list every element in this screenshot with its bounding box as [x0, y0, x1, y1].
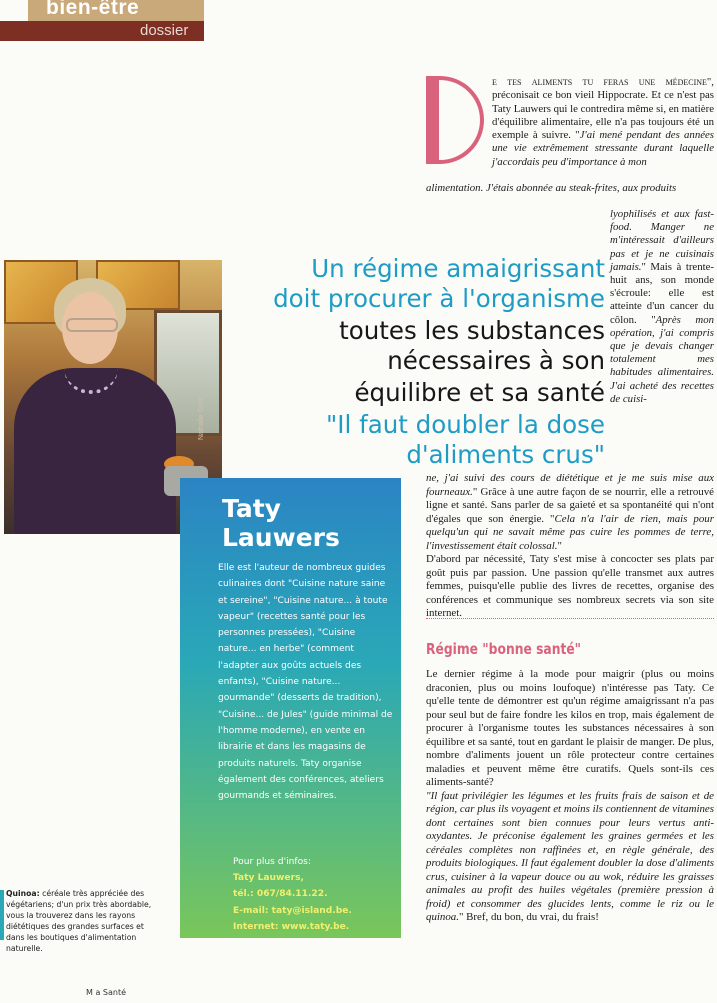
pullquote-line6: "Il faut doubler la dose: [326, 410, 605, 439]
body-p1-end: ": [557, 539, 562, 552]
quinoa-text: céréale très appréciée des végétariens; d'un prix très abordable, vous la trouverez dans les rayons diététiques des grandes surfaces et dans les boutiques d'alimentation naturelle.: [6, 889, 152, 953]
narrow-column: [610, 208, 714, 406]
narrow-quote: lyophilisés et aux fast-food. Manger ne m'intéressait d'ailleurs pas et je ne cuisinais jamais.: [610, 208, 714, 273]
body-p4-end: " Bref, du bon, du vrai, du frais!: [458, 911, 599, 923]
contact-email[interactable]: E-mail: taty@island.be.: [233, 905, 352, 916]
dropcap-d: [426, 76, 484, 164]
photo-credit: Nathalie Gros: [198, 397, 205, 440]
pullquote-line4: nécessaires à son: [387, 346, 605, 375]
sidebar-title-line1: Taty: [222, 494, 281, 523]
page-footer: M a Santé: [86, 988, 126, 997]
pullquote-line3: toutes les substances: [339, 316, 605, 345]
sidebar-contact: [233, 854, 398, 935]
section-subhead: Régime "bonne santé": [426, 640, 582, 658]
quinoa-accent-bar: [0, 890, 4, 940]
body-paragraph-4: [426, 790, 714, 925]
section-category: dossier: [140, 22, 189, 39]
sidebar-title: [222, 494, 340, 552]
quinoa-label: Quinoa:: [6, 889, 40, 898]
sidebar-info-label: Pour plus d'infos:: [233, 857, 311, 867]
body-p1-italic: ne, j'ai suivi des cours de diététique et je me suis mise aux fourneaux.: [426, 472, 714, 498]
contact-website[interactable]: Internet: www.taty.be.: [233, 921, 350, 932]
section-title: bien-être: [46, 0, 140, 19]
body-p1-rest: " Grâce à une autre façon de se nourrir, elle a retrouvé ligne et santé. Sans parler de sa gaieté et sa spontanéité qui n'ont d'égales que son énergie. ": [426, 485, 714, 525]
body-p1-quote: Cela n'a l'air de rien, mais pour quelqu'un qui ne savait même pas cuire les pommes de terre, l'investissement était colossal.: [426, 512, 714, 552]
pullquote-line2: doit procurer à l'organisme: [273, 284, 605, 313]
intro-paragraph-cont: [426, 182, 714, 195]
body-column-lower: [426, 668, 714, 925]
intro-paragraph: [492, 76, 714, 169]
quinoa-caption: [6, 889, 156, 954]
intro-quote1: J'ai mené pendant des années une vie extrêmement stressante durant laquelle j'accordais peu d'importance à mon: [492, 129, 714, 168]
narrow-quote2: Après mon opération, j'ai compris que je devais changer totalement mes habitudes alimentaires. J'ai acheté des recettes de cuisi-: [610, 313, 714, 405]
pullquote-line1: Un régime amaigrissant: [311, 254, 605, 283]
body-p4-quote: "Il faut privilégier les légumes et les fruits frais de saison et de région, car plus ils voyagent et moins ils contiennent de vitamines dont certaines sont bien connues pour leurs vertus anti-oxydantes. Je préconise également les graines germées et les céréales complètes non raffinées et, en règle générale, des produits biologiques. Il faut également doubler la dose d'aliments crus, cuisiner à la vapeur douce ou au wok, réduire les graisses animales au profit des huiles végétales (première pression à froid) et consommer des glucides lents, comme le riz ou le quinoa.: [426, 789, 714, 923]
narrow-text: " Mais à trente-huit ans, son monde s'écroule: elle est atteinte d'un cancer du côlon. ": [610, 260, 714, 326]
intro-smallcaps: e tes aliments tu feras une médecine: [492, 76, 707, 88]
pullquote-line5: équilibre et sa santé: [354, 378, 605, 407]
body-paragraph-3: Le dernier régime à la mode pour maigrir (plus ou moins draconien, plus ou moins loufoque) n'intéresse pas Taty. Ce qu'elle tente de démontrer est qu'un régime amaigrissant n'a pas pour seul but de faire fondre les kilos en trop, mais également de procurer à l'organisme toutes les substances nécessaires à son équilibre et sa santé, tout en gardant le plaisir de manger. De plus, nombre d'aliments jouent un rôle protecteur contre certaines maladies et peuvent même être curatifs. Quels sont-ils ces aliments-santé?: [426, 668, 714, 788]
sidebar-body: Elle est l'auteur de nombreux guides culinaires dont "Cuisine nature saine et sereine", "Cuisine nature... à toute vapeur" (recettes santé pour les personnes pressées), "Cuisine nature... en herbe" (comment l'adapter aux goûts actuels des enfants), "Cuisine nature... gourmande" (desserts de tradition), "Cuisine... de Jules" (guide minimal de l'homme moderne), en vente en librairie et dans les magasins de produits naturels. Taty organise également des conférences, ateliers gourmands et séminaires.: [218, 563, 393, 802]
intro-quote2: alimentation. J'étais abonnée au steak-frites, aux produits: [426, 182, 677, 194]
sidebar-title-line2: Lauwers: [222, 523, 340, 552]
subhead-rule: [426, 618, 714, 619]
intro-part1: ", préconisait ce bon vieil Hippocrate. Et ce n'est pas Taty Lauwers qui le contredira même si, en matière d'équilibre alimentaire, elle n'a pas toujours été un exemple à suivre. ": [492, 76, 714, 142]
pullquote-line7: d'aliments crus": [406, 440, 605, 469]
body-paragraph-2: D'abord par nécessité, Taty s'est mise à concocter ses plats par goût puis par passion. Une passion qu'elle transmet aux autres femmes, puisqu'elle publie des livres de recettes, organise des conférences et communique ses nombreux secrets via son site internet.: [426, 553, 714, 619]
body-paragraph-1: [426, 472, 714, 553]
contact-name: Taty Lauwers,: [233, 873, 304, 884]
contact-phone[interactable]: tél.: 067/84.11.22.: [233, 889, 328, 900]
body-column-upper: [426, 472, 714, 621]
